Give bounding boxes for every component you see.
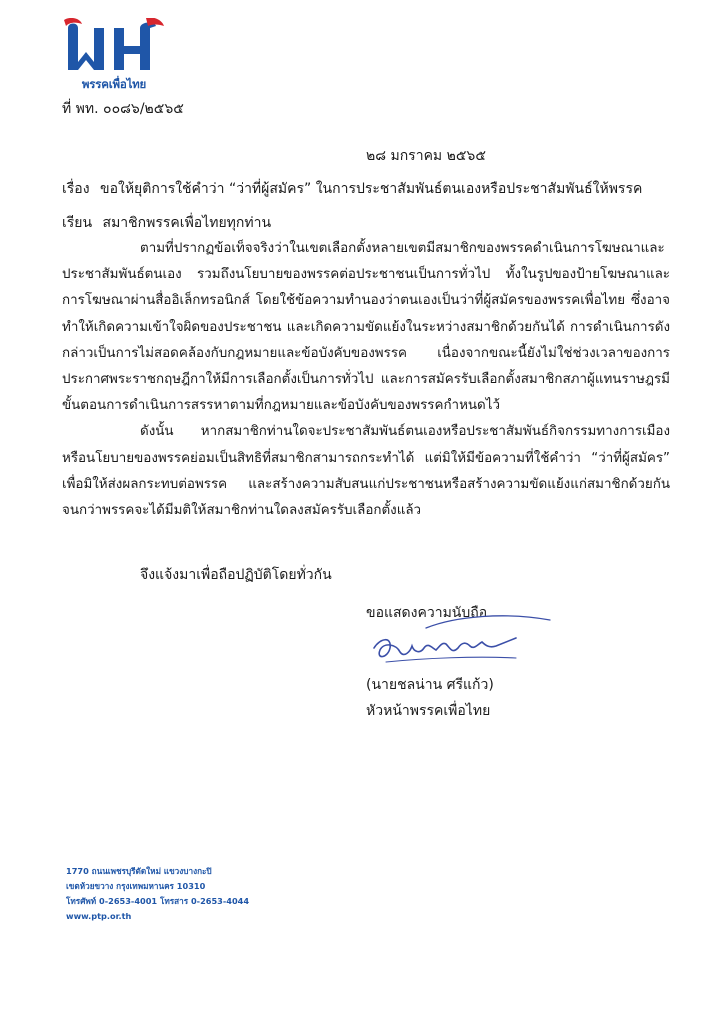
footer-address-line-2: เขตห้วยขวาง กรุงเทพมหานคร 10310 bbox=[66, 881, 206, 891]
recipient-label: เรียน bbox=[62, 215, 93, 231]
closing-line: จึงแจ้งมาเพื่อถือปฏิบัติโดยทั่วกัน bbox=[140, 567, 332, 583]
recipient-text: สมาชิกพรรคเพื่อไทยทุกท่าน bbox=[102, 215, 272, 231]
document-number: ที่ พท. ๐๐๘๖/๒๕๖๕ bbox=[62, 101, 184, 117]
logo-glyph-right bbox=[114, 22, 156, 70]
letter-date: ๒๘ มกราคม ๒๕๖๕ bbox=[366, 148, 486, 164]
signer-title: หัวหน้าพรรคเพื่อไทย bbox=[366, 703, 491, 719]
body-paragraph-1: ตามที่ปรากฏข้อเท็จจริงว่าในเขตเลือกตั้งหลายเขตมีสมาชิกของพรรคดำเนินการโฆษณาและประชาสัมพันธ์ตนเอง รวมถึงนโยบายของพรรคต่อประชาชนเป็นการทั่วไป ทั้งในรูปของป้ายโฆษณาและการโฆษณาผ่านสื่ออิเล็กทรอนิกส์ โดยใช้ข้อความทำนองว่าตนเองเป็นว่าที่ผู้สมัครของพรรคเพื่อไทย ซึ่งอาจทำให้เกิดความเข้าใจผิดของประชาชน และเกิดความขัดแย้งในระหว่างสมาชิกด้วยกันได้ การดำเนินการดังกล่าวเป็นการไม่สอดคล้องกับกฎหมายและข้อบังคับของพรรค เนื่องจากขณะนี้ยังไม่ใช่ช่วงเวลาของการประกาศพระราชกฤษฎีกาให้มีการเลือกตั้งเป็นการทั่วไป และการสมัครรับเลือกตั้งสมาชิกสภาผู้แทนราษฎรมีขั้นตอนการดำเนินการสรรหาตามที่กฎหมายและข้อบังคับของพรรคกำหนดไว้ bbox=[62, 241, 670, 414]
footer-address-line-1: 1770 ถนนเพชรบุรีตัดใหม่ แขวงบางกะปิ bbox=[66, 866, 212, 876]
subject-text: ขอให้ยุติการใช้คำว่า “ว่าที่ผู้สมัคร” ในการประชาสัมพันธ์ตนเองหรือประชาสัมพันธ์ให้พรรค bbox=[100, 181, 643, 197]
logo-glyph-left bbox=[68, 24, 104, 71]
footer-contact bbox=[66, 864, 249, 924]
footer-website[interactable]: www.ptp.or.th bbox=[66, 911, 132, 921]
regards-text: ขอแสดงความนับถือ bbox=[366, 605, 488, 621]
body-paragraph-2: ดังนั้น หากสมาชิกท่านใดจะประชาสัมพันธ์ตนเองหรือประชาสัมพันธ์กิจกรรมทางการเมืองหรือนโยบายของพรรคย่อมเป็นสิทธิที่สมาชิกสามารถกระทำได้ แต่มิให้มีข้อความที่ใช้คำว่า “ว่าที่ผู้สมัคร” เพื่อมิให้ส่งผลกระทบต่อพรรค และสร้างความสับสนแก่ประชาชนหรือสร้างความขัดแย้งแก่สมาชิกด้วยกัน จนกว่าพรรคจะได้มีมติให้สมาชิกท่านใดลงสมัครรับเลือกตั้งแล้ว bbox=[62, 424, 670, 519]
letter-body bbox=[62, 236, 670, 524]
party-logo-mark bbox=[62, 18, 166, 74]
handwritten-signature bbox=[366, 608, 556, 672]
subject-line bbox=[62, 178, 702, 200]
subject-label: เรื่อง bbox=[62, 181, 90, 197]
recipient-line bbox=[62, 212, 271, 234]
signer-name: (นายชลน่าน ศรีแก้ว) bbox=[366, 677, 494, 693]
party-logo bbox=[62, 18, 166, 90]
footer-phone-fax: โทรศัพท์ 0-2653-4001 โทรสาร 0-2653-4044 bbox=[66, 896, 250, 906]
party-name: พรรคเพื่อไทย bbox=[81, 77, 147, 91]
